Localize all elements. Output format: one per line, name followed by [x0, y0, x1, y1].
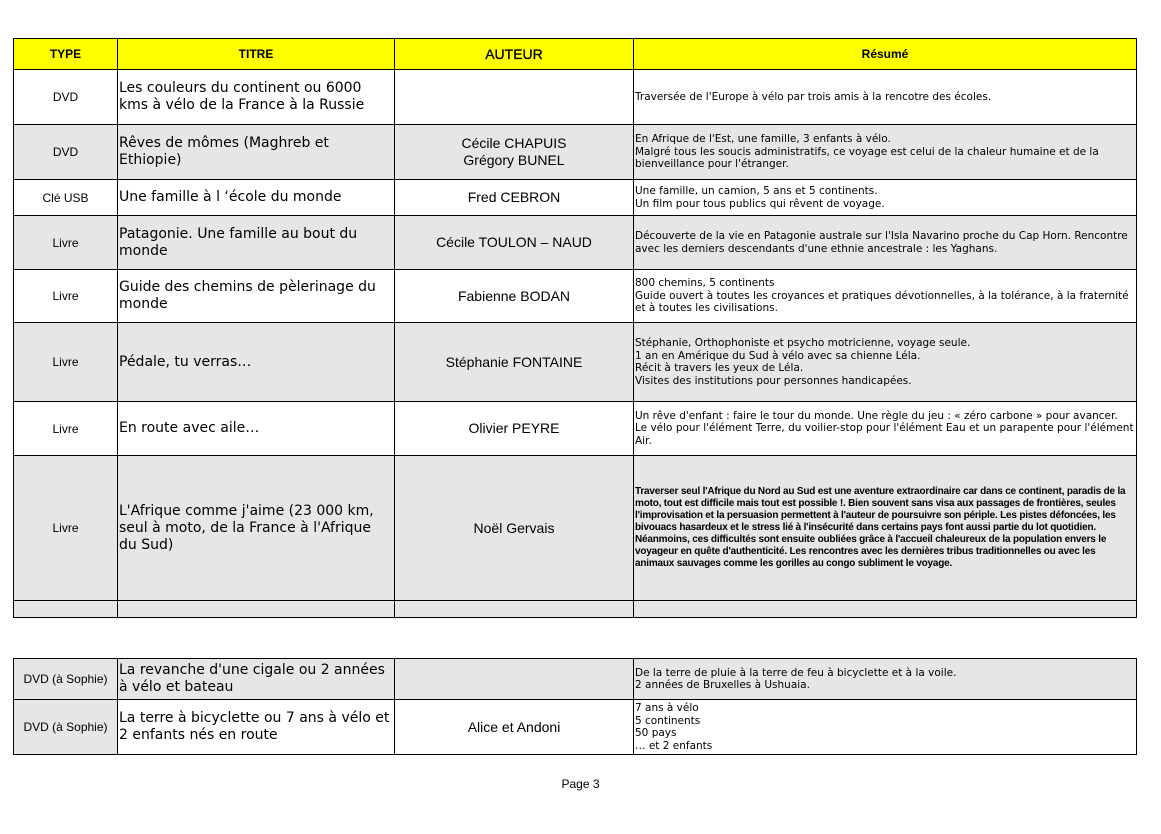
cell-resume: Traversée de l'Europe à vélo par trois amis à la rencotre des écoles.	[634, 70, 1137, 125]
cell-auteur	[395, 601, 634, 618]
cell-titre: En route avec aile…	[118, 402, 395, 456]
cell-type: Livre	[14, 323, 118, 402]
table-row	[14, 125, 1137, 180]
cell-resume: Un rêve d'enfant : faire le tour du monde. Une règle du jeu : « zéro carbone » pour avancer. Le vélo pour l'élément Terre, du voilier-stop pour l'élément Eau et un parapente pour l'élément Air.	[634, 402, 1137, 456]
cell-titre: Rêves de mômes (Maghreb et Ethiopie)	[118, 125, 395, 180]
header-titre: TITRE	[118, 39, 395, 70]
cell-titre: La revanche d'une cigale ou 2 années à vélo et bateau	[118, 659, 395, 700]
table-row	[14, 456, 1137, 601]
cell-resume: 800 chemins, 5 continents Guide ouvert à toutes les croyances et pratiques dévotionnelles, à la tolérance, à la fraternité et à toutes les civilisations.	[634, 270, 1137, 323]
table-row	[14, 180, 1137, 216]
cell-auteur: Cécile CHAPUIS Grégory BUNEL	[395, 125, 634, 180]
cell-resume: De la terre de pluie à la terre de feu à bicyclette et à la voile. 2 années de Bruxelles à Ushuaia.	[634, 659, 1137, 700]
cell-type: DVD	[14, 125, 118, 180]
cell-titre: La terre à bicyclette ou 7 ans à vélo et 2 enfants nés en route	[118, 700, 395, 755]
cell-titre: Guide des chemins de pèlerinage du monde	[118, 270, 395, 323]
cell-auteur	[395, 659, 634, 700]
table-row	[14, 216, 1137, 270]
cell-type: Livre	[14, 216, 118, 270]
table-row	[14, 270, 1137, 323]
cell-type: DVD (à Sophie)	[14, 659, 118, 700]
cell-auteur: Cécile TOULON – NAUD	[395, 216, 634, 270]
cell-auteur: Noël Gervais	[395, 456, 634, 601]
cell-titre: Patagonie. Une famille au bout du monde	[118, 216, 395, 270]
cell-resume: Une famille, un camion, 5 ans et 5 continents. Un film pour tous publics qui rêvent de voyage.	[634, 180, 1137, 216]
catalog-table	[13, 38, 1137, 618]
cell-titre: Les couleurs du continent ou 6000 kms à vélo de la France à la Russie	[118, 70, 395, 125]
header-row	[14, 39, 1137, 70]
cell-titre: L'Afrique comme j'aime (23 000 km, seul à moto, de la France à l'Afrique du Sud)	[118, 456, 395, 601]
cell-resume: Découverte de la vie en Patagonie australe sur l'Isla Navarino proche du Cap Horn. Rencontre avec les derniers descendants d'une ethnie ancestrale : les Yaghans.	[634, 216, 1137, 270]
cell-type: Livre	[14, 456, 118, 601]
cell-auteur: Stéphanie FONTAINE	[395, 323, 634, 402]
cell-type: DVD (à Sophie)	[14, 700, 118, 755]
cell-auteur: Fabienne BODAN	[395, 270, 634, 323]
cell-auteur	[395, 70, 634, 125]
cell-resume: 7 ans à vélo 5 continents 50 pays … et 2 enfants	[634, 700, 1137, 755]
cell-auteur: Alice et Andoni	[395, 700, 634, 755]
cell-type: Clé USB	[14, 180, 118, 216]
header-resume: Résumé	[634, 39, 1137, 70]
table-row	[14, 700, 1137, 755]
cell-titre: Une famille à l ‘école du monde	[118, 180, 395, 216]
table-row	[14, 601, 1137, 618]
cell-type: Livre	[14, 270, 118, 323]
cell-type: Livre	[14, 402, 118, 456]
extra-table	[13, 658, 1137, 755]
table-row	[14, 70, 1137, 125]
cell-titre: Pédale, tu verras…	[118, 323, 395, 402]
cell-resume: Stéphanie, Orthophoniste et psycho motricienne, voyage seule. 1 an en Amérique du Sud à vélo avec sa chienne Léla. Récit à travers les yeux de Léla. Visites des institutions pour personnes handicapées.	[634, 323, 1137, 402]
table-row	[14, 323, 1137, 402]
cell-auteur: Olivier PEYRE	[395, 402, 634, 456]
header-auteur: AUTEUR	[395, 39, 634, 70]
header-type: TYPE	[14, 39, 118, 70]
cell-resume: Traverser seul l'Afrique du Nord au Sud est une aventure extraordinaire car dans ce continent, paradis de la moto, tout est difficile mais tout est possible !. Bien souvent sans visa aux passages de frontières, seules l'improvisation et la persuasion permettent à l'auteur de poursuivre son périple. Les pistes défoncées, les bivouacs hasardeux et le stress lié à l'insécurité dans certains pays font aussi partie du lot quotidien. Néanmoins, ces difficultés sont ensuite oubliées grâce à l'accueil chaleureux de la population envers le voyageur en quête d'authenticité. Les rencontres avec les dernières tribus traditionnelles ou avec les animaux sauvages comme les gorilles au congo subliment le voyage.	[634, 456, 1137, 601]
page-number: Page 3	[561, 777, 600, 791]
cell-titre	[118, 601, 395, 618]
table-row	[14, 402, 1137, 456]
cell-type: DVD	[14, 70, 118, 125]
cell-type	[14, 601, 118, 618]
cell-resume: En Afrique de l'Est, une famille, 3 enfants à vélo. Malgré tous les soucis administratifs, ce voyage est celui de la chaleur humaine et de la bienveillance pour l'étranger.	[634, 125, 1137, 180]
table-row	[14, 659, 1137, 700]
cell-auteur: Fred CEBRON	[395, 180, 634, 216]
cell-resume	[634, 601, 1137, 618]
